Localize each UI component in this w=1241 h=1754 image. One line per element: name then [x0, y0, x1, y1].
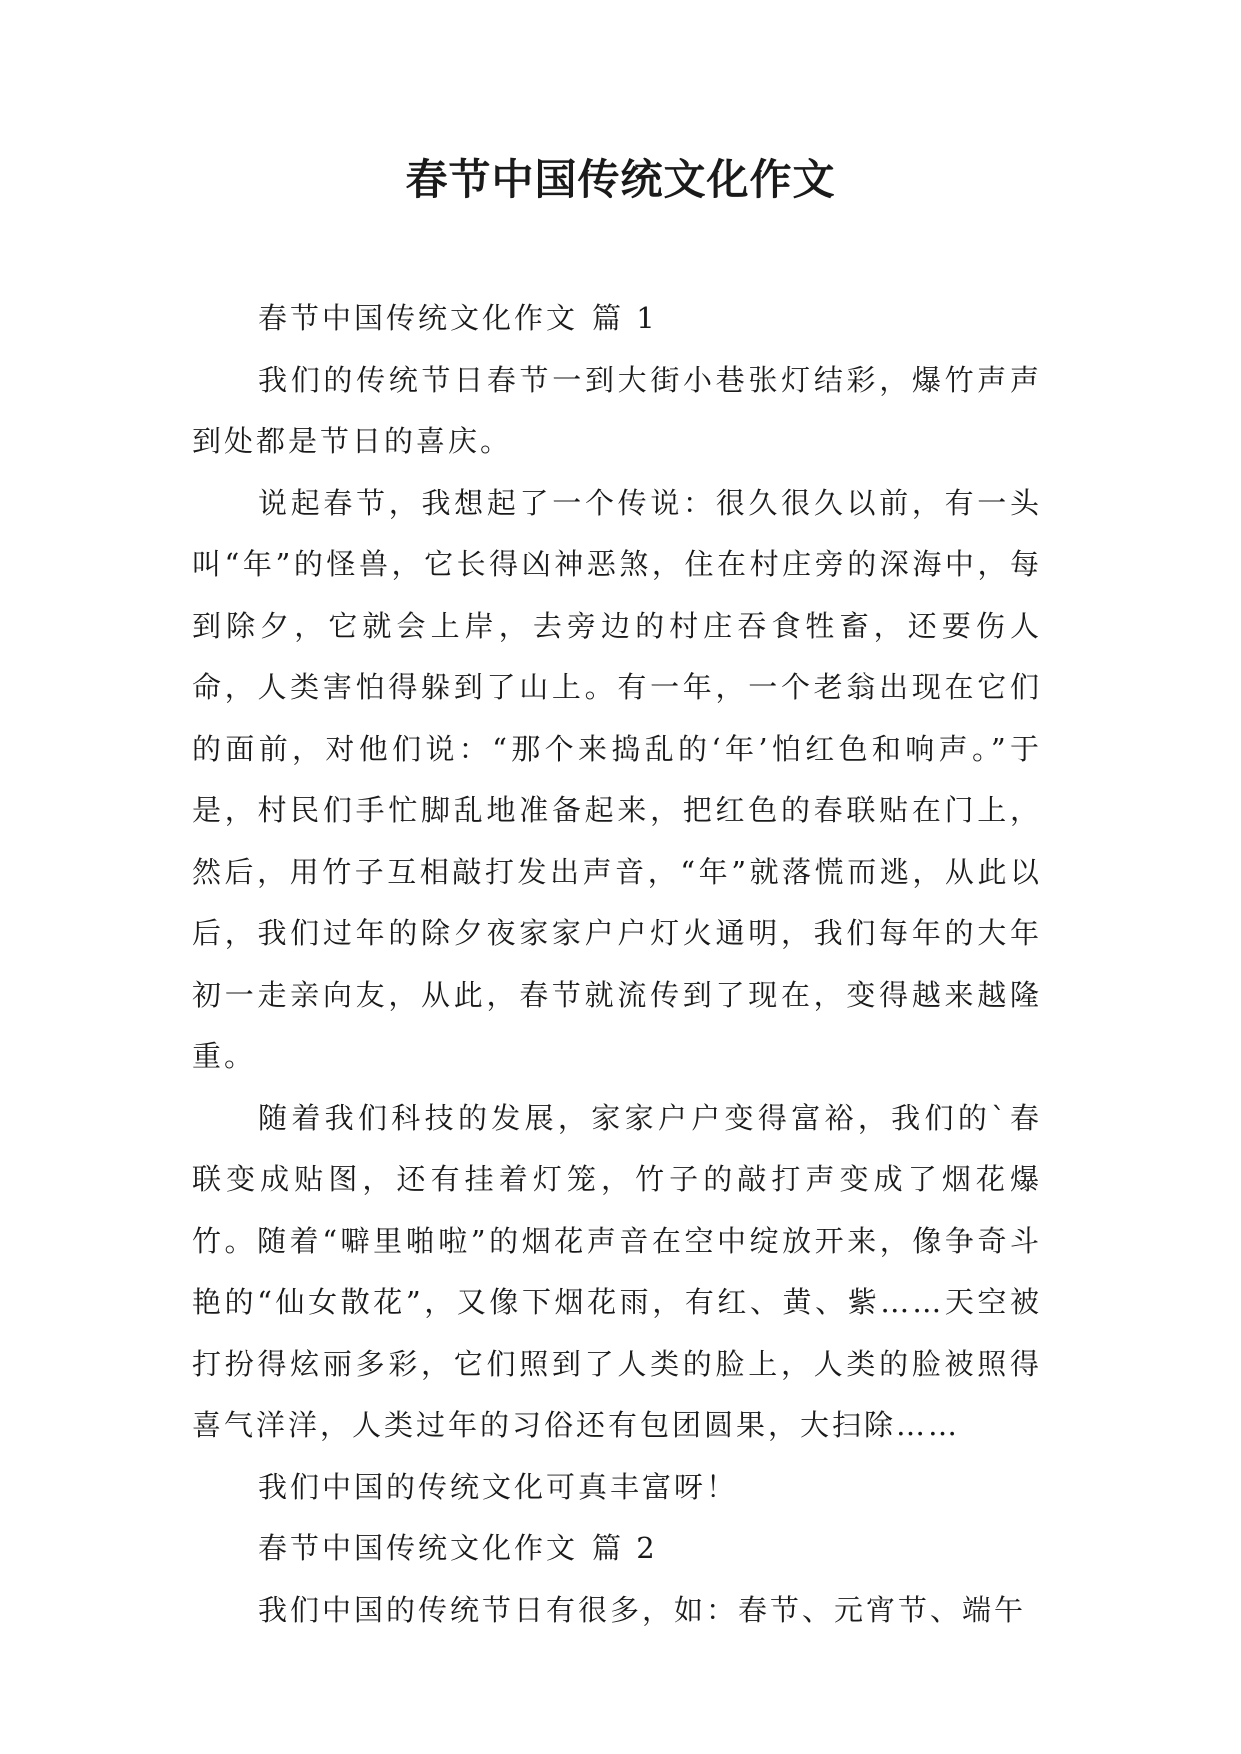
section-heading-1 [192, 288, 1042, 350]
document-title: 春节中国传统文化作文 [405, 155, 836, 204]
body-paragraph: 我们的传统节日春节一到大街小巷张灯结彩，爆竹声声到处都是节日的喜庆。 [192, 362, 1042, 458]
section-heading-text: 春节中国传统文化作文 [258, 301, 579, 335]
section-heading-text: 春节中国传统文化作文 [258, 1531, 579, 1565]
section-number: 篇 1 [592, 301, 658, 335]
section-number: 篇 2 [592, 1531, 658, 1565]
body-paragraph: 随着我们科技的发展，家家户户变得富裕，我们的`春联变成贴图，还有挂着灯笼，竹子的敲打声变成了烟花爆竹。随着“噼里啪啦”的烟花声音在空中绽放开来，像争奇斗艳的“仙女散花”，又像下烟花雨，有红、黄、紫……天空被打扮得炫丽多彩，它们照到了人类的脸上，人类的脸被照得喜气洋洋，人类过年的习俗还有包团圆果，大扫除…… [192, 1100, 1042, 1442]
body-paragraph: 我们中国的传统文化可真丰富呀！ [258, 1469, 739, 1504]
section-heading-2 [192, 1518, 1042, 1580]
body-paragraph: 说起春节，我想起了一个传说：很久很久以前，有一头叫“年”的怪兽，它长得凶神恶煞，住在村庄旁的深海中，每到除夕，它就会上岸，去旁边的村庄吞食牲畜，还要伤人命，人类害怕得躲到了山上。有一年，一个老翁出现在它们的面前，对他们说：“那个来捣乱的‘年’怕红色和响声。”于是，村民们手忙脚乱地准备起来，把红色的春联贴在门上，然后，用竹子互相敲打发出声音，“年”就落慌而逃，从此以后，我们过年的除夕夜家家户户灯火通明，我们每年的大年初一走亲向友，从此，春节就流传到了现在，变得越来越隆重。 [192, 485, 1042, 1073]
document-body [192, 288, 1042, 1641]
body-paragraph: 我们中国的传统节日有很多，如：春节、元宵节、端午 [258, 1592, 1027, 1627]
